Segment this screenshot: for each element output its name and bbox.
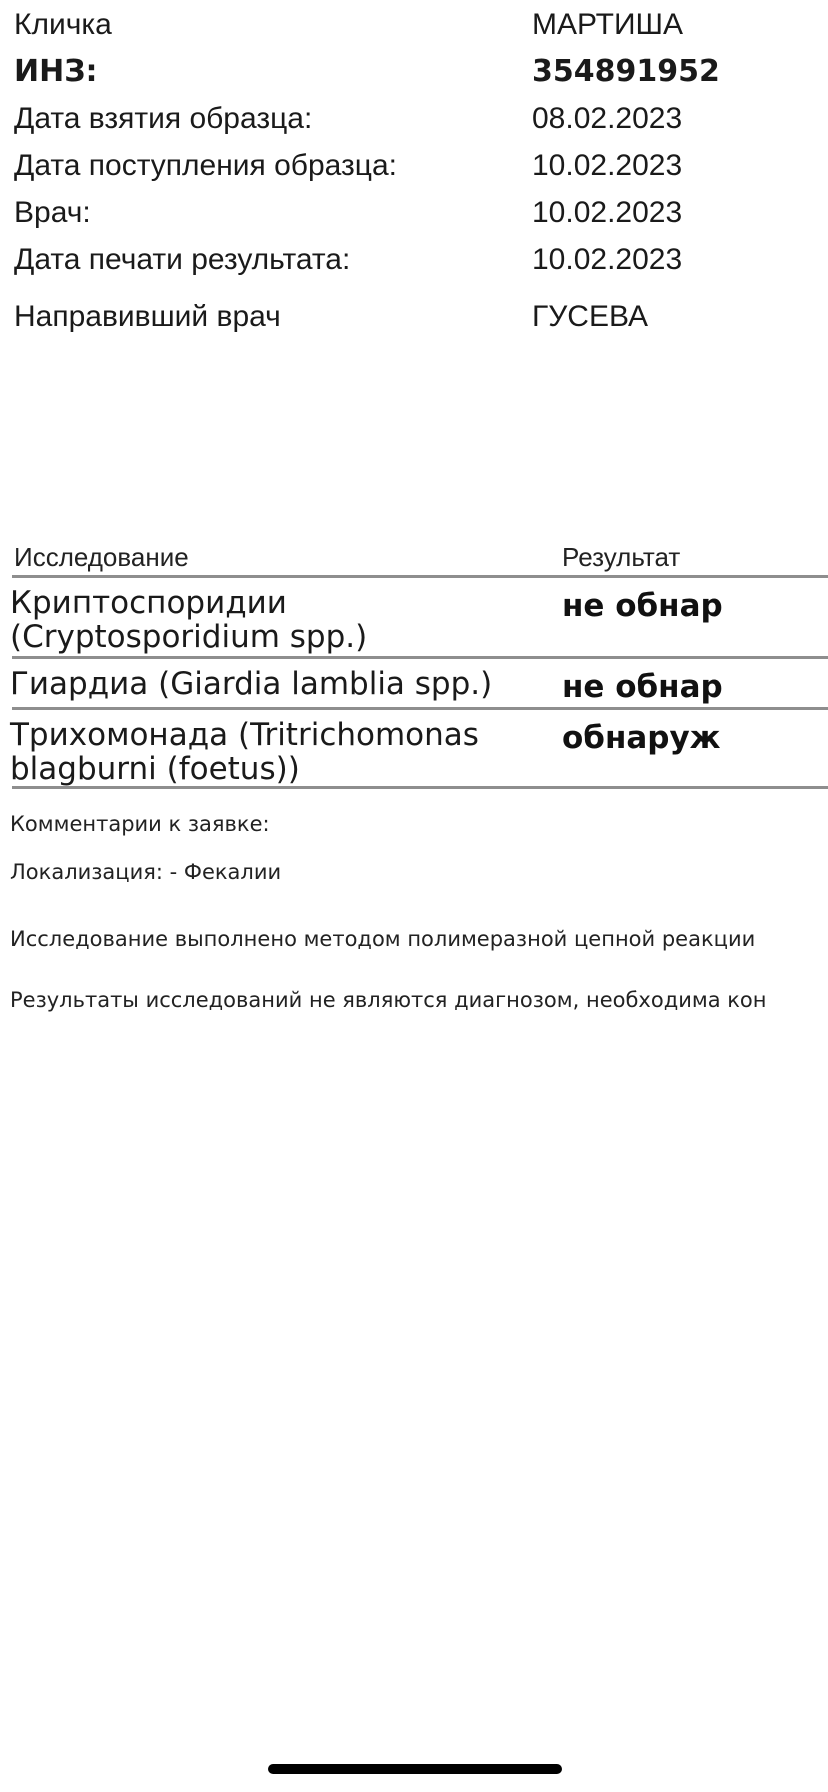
test-name: Трихомонада (Tritrichomonas blagburni (foetus)) bbox=[10, 717, 479, 787]
info-row-print-date bbox=[0, 243, 828, 289]
table-row bbox=[0, 667, 828, 703]
info-label: Дата печати результата: bbox=[14, 243, 351, 276]
print-date-value: 10.02.2023 bbox=[532, 243, 683, 276]
info-row-referring-doctor bbox=[0, 300, 828, 346]
sample-date-value: 08.02.2023 bbox=[532, 102, 683, 135]
table-divider bbox=[12, 786, 828, 789]
home-indicator[interactable] bbox=[268, 1764, 562, 1774]
info-row-nickname bbox=[0, 8, 828, 54]
info-label: Кличка bbox=[14, 8, 112, 41]
info-row-receipt-date bbox=[0, 149, 828, 195]
info-label: Направивший врач bbox=[14, 300, 281, 333]
receipt-date-value: 10.02.2023 bbox=[532, 149, 683, 182]
table-row bbox=[0, 718, 828, 790]
column-header-study: Исследование bbox=[14, 542, 189, 572]
test-result: обнаруж bbox=[562, 720, 721, 756]
info-label: Дата поступления образца: bbox=[14, 149, 397, 182]
test-result: не обнар bbox=[562, 669, 723, 705]
test-result: не обнар bbox=[562, 588, 723, 624]
doctor-value: 10.02.2023 bbox=[532, 196, 683, 229]
table-divider bbox=[12, 575, 828, 578]
table-row bbox=[0, 586, 828, 658]
results-table-header bbox=[0, 538, 828, 574]
info-label: Дата взятия образца: bbox=[14, 102, 313, 135]
table-divider bbox=[12, 707, 828, 710]
disclaimer-note: Результаты исследований не являются диагнозом, необходима кон bbox=[10, 988, 767, 1012]
localization-note: Локализация: - Фекалии bbox=[10, 860, 282, 884]
comments-label: Комментарии к заявке: bbox=[10, 812, 270, 836]
info-row-inz bbox=[0, 54, 828, 100]
referring-doctor-value: ГУСЕВА bbox=[532, 300, 649, 333]
info-label: Врач: bbox=[14, 196, 91, 229]
pet-name-value: МАРТИША bbox=[532, 8, 684, 41]
test-name: Криптоспоридии (Cryptosporidium spp.) bbox=[10, 585, 368, 655]
method-note: Исследование выполнено методом полимеразной цепной реакции bbox=[10, 927, 756, 951]
test-name: Гиардиа (Giardia lamblia spp.) bbox=[10, 666, 493, 702]
table-divider bbox=[12, 656, 828, 659]
inz-number-value: 354891952 bbox=[532, 54, 720, 89]
info-label: ИНЗ: bbox=[14, 54, 98, 89]
info-row-doctor bbox=[0, 196, 828, 242]
info-row-sample-date bbox=[0, 102, 828, 148]
column-header-result: Результат bbox=[562, 542, 681, 572]
